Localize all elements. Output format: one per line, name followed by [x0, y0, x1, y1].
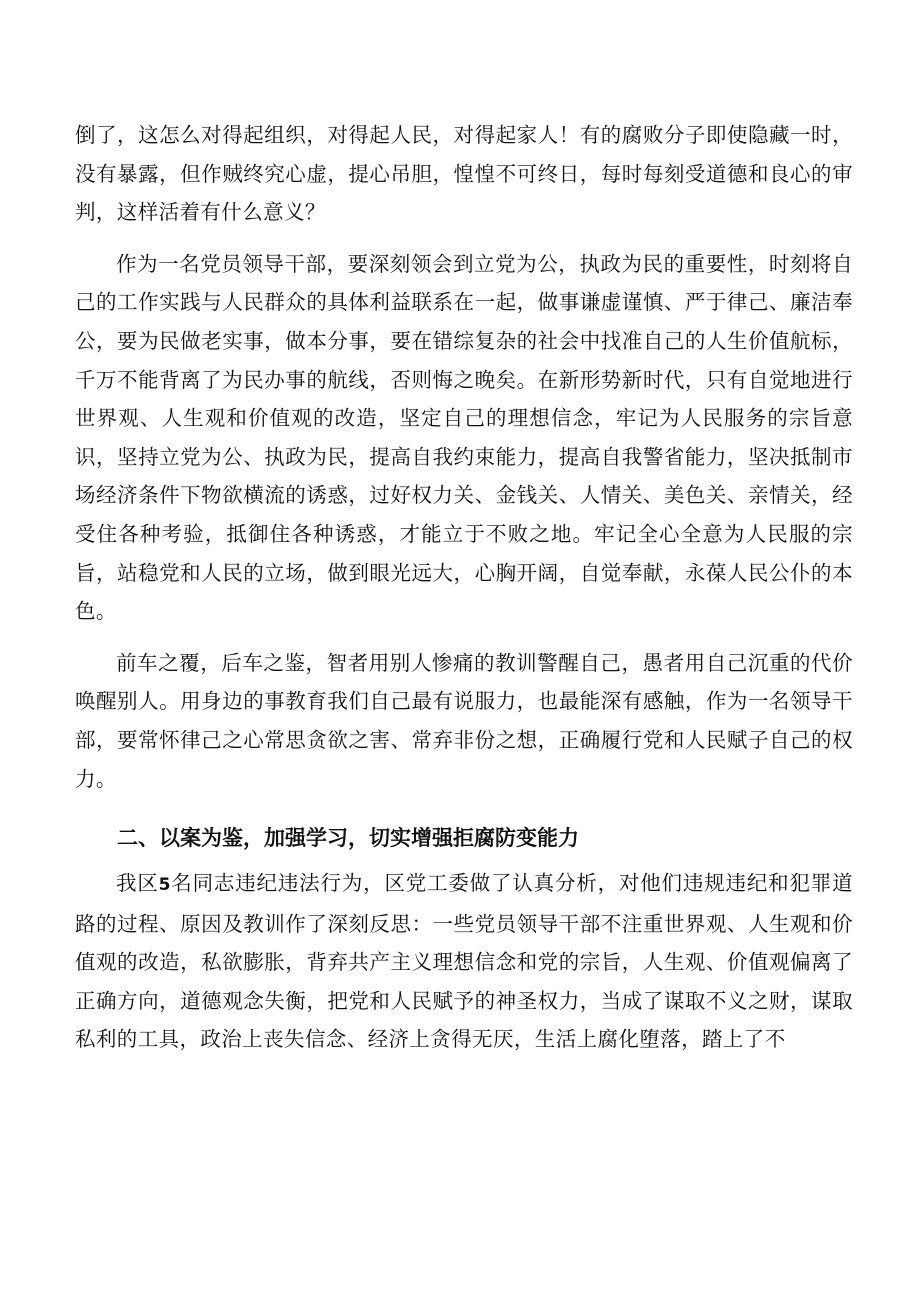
paragraph-4-rest: 名同志违纪违法行为，区党工委做了认真分析，对他们违规违纪和犯罪道路的过程、原因及教训作了深刻反思：一些党员领导干部不注重世界观、人生观和价值观的改造，私欲膨胀，背弃共产主义理想信念和党的宗旨，人生观、价值观偏离了正确方向，道德观念失衡，把党和人民赋予的神圣权力，当成了谋取不义之财，谋取私利的工具，政治上丧失信念、经济上贪得无厌，生活上腐化堕落，踏上了不 [75, 871, 853, 1052]
document-page [75, 116, 853, 1059]
paragraph-4 [75, 864, 853, 1059]
paragraph-4-prefix: 我区 [116, 871, 159, 896]
paragraph-4-number: 5 [158, 875, 171, 896]
paragraph-3: 前车之覆，后车之鉴，智者用别人惨痛的教训警醒自己，愚者用自己沉重的代价唤醒别人。用身边的事教育我们自己最有说服力，也最能深有感触，作为一名领导干部，要常怀律己之心常思贪欲之害、常弃非份之想，正确履行党和人民赋子自己的权力。 [75, 650, 853, 791]
paragraph-1: 倒了，这怎么对得起组织，对得起人民，对得起家人！有的腐败分子即使隐藏一时，没有暴露，但作贼终究心虚，提心吊胆，惶惶不可终日，每时每刻受道德和良心的审判，这样活着有什么意义？ [75, 123, 853, 225]
paragraph-2: 作为一名党员领导干部，要深刻领会到立党为公，执政为民的重要性，时刻将自己的工作实践与人民群众的具体利益联系在一起，做事谦虚谨慎、严于律己、廉洁奉公，要为民做老实事，做本分事，要在错综复杂的社会中找准自己的人生价值航标，千万不能背离了为民办事的航线，否则悔之晚矣。在新形势新时代，只有自觉地进行世界观、人生观和价值观的改造，坚定自己的理想信念，牢记为人民服务的宗旨意识，坚持立党为公、执政为民，提高自我约束能力，提高自我警省能力，坚决抵制市场经济条件下物欲横流的诱惑，过好权力关、金钱关、人情关、美色关、亲情关，经受住各种考验，抵御住各种诱惑，才能立于不败之地。牢记全心全意为人民服的宗旨，站稳党和人民的立场，做到眼光远大，心胸开阔，自觉奉献，永葆人民公仆的本色。 [75, 251, 853, 624]
section-heading-2: 二、以案为鉴，加强学习，切实增强拒腐防变能力 [117, 826, 579, 851]
